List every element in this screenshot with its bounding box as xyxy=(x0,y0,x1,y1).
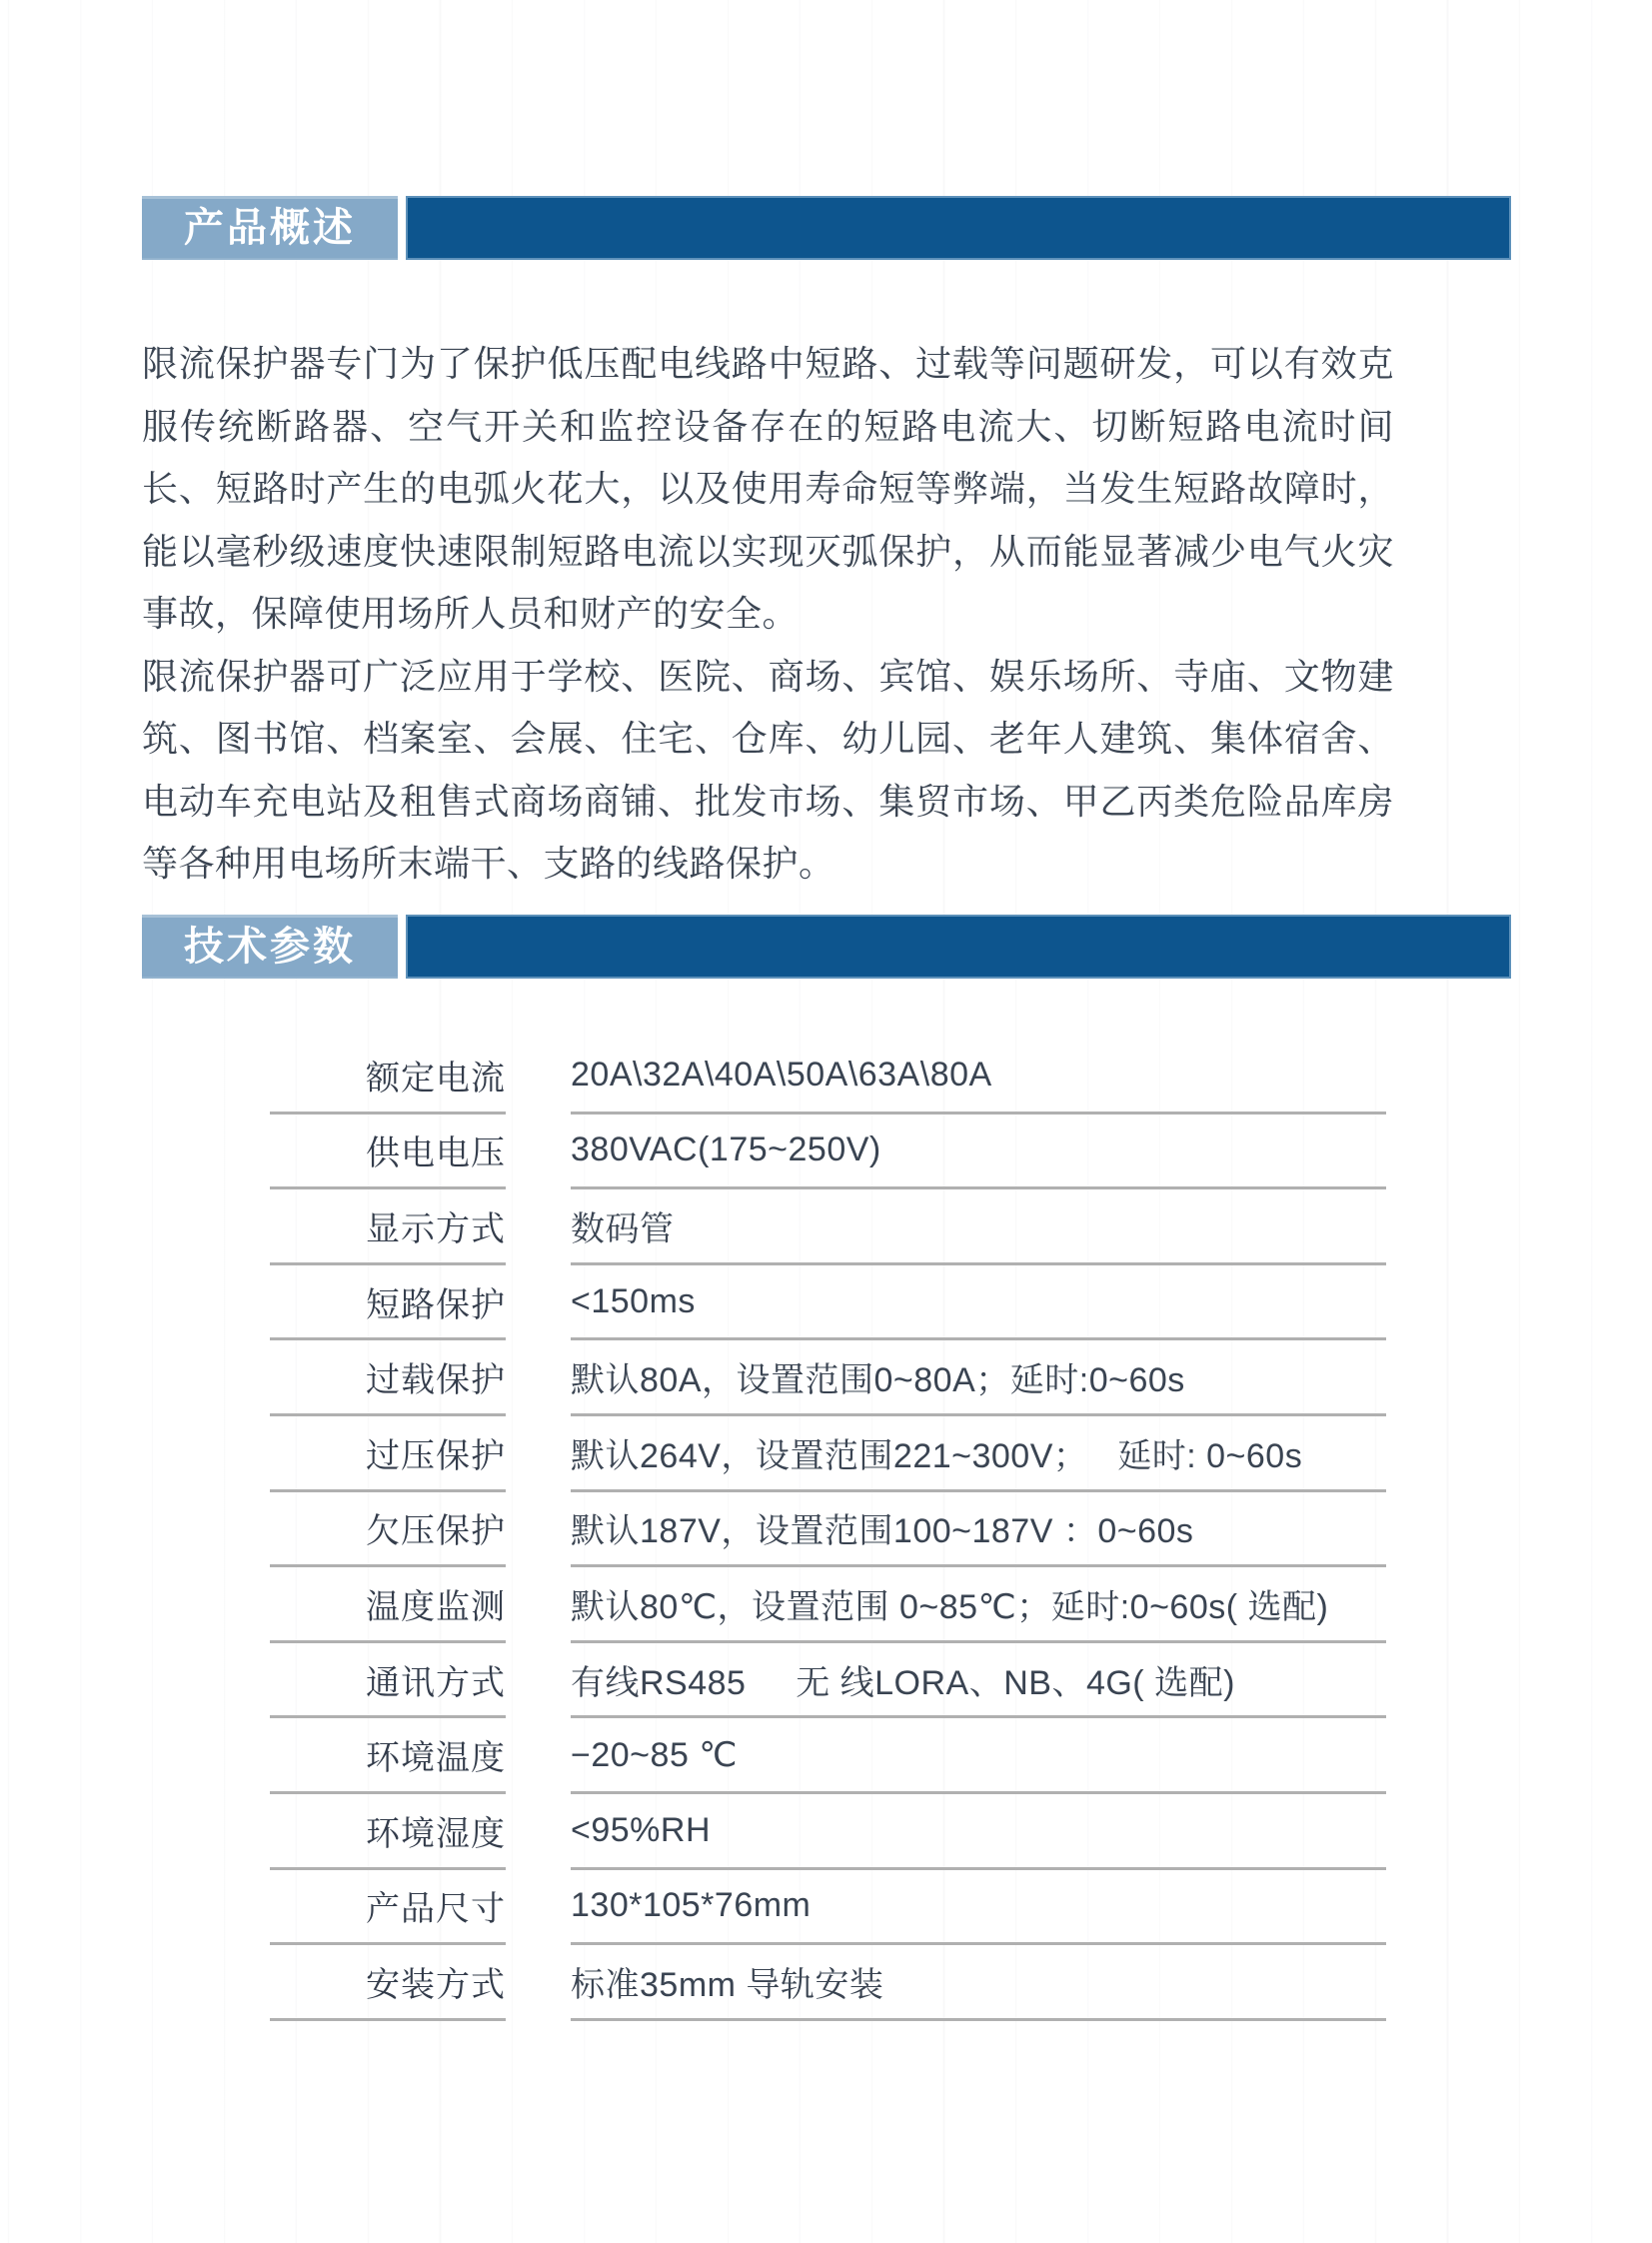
spec-value: <95%RH xyxy=(571,1794,1386,1870)
overview-title: 产品概述 xyxy=(184,206,356,250)
column-gap xyxy=(506,1340,571,1416)
specs-title-bar xyxy=(406,915,1511,979)
spec-label: 环境湿度 xyxy=(270,1794,506,1870)
spec-value: 130*105*76mm xyxy=(571,1870,1386,1946)
overview-title-tab xyxy=(142,196,398,260)
spec-label: 额定电流 xyxy=(270,1039,506,1115)
table-row xyxy=(270,1794,1386,1870)
table-row xyxy=(270,1039,1386,1115)
table-row xyxy=(270,1416,1386,1492)
spec-value: <150ms xyxy=(571,1265,1386,1341)
spec-label: 欠压保护 xyxy=(270,1492,506,1568)
table-row xyxy=(270,1870,1386,1946)
spec-label: 短路保护 xyxy=(270,1265,506,1341)
spec-value: 数码管 xyxy=(571,1189,1386,1265)
column-gap xyxy=(506,1945,571,2021)
table-row xyxy=(270,1115,1386,1190)
spec-label: 通讯方式 xyxy=(270,1643,506,1719)
table-row xyxy=(270,1492,1386,1568)
spec-value: −20~85 ℃ xyxy=(571,1718,1386,1794)
spec-value: 20A\32A\40A\50A\63A\80A xyxy=(571,1039,1386,1115)
column-gap xyxy=(506,1115,571,1190)
specs-title: 技术参数 xyxy=(184,925,356,969)
column-gap xyxy=(506,1643,571,1719)
table-row xyxy=(270,1265,1386,1341)
spec-label: 安装方式 xyxy=(270,1945,506,2021)
column-gap xyxy=(506,1870,571,1946)
table-row xyxy=(270,1567,1386,1643)
spec-value: 默认80A，设置范围0~80A；延时:0~60s xyxy=(571,1340,1386,1416)
overview-paragraph-2: 限流保护器可广泛应用于学校、医院、商场、宾馆、娱乐场所、寺庙、文物建筑、图书馆、档案室、会展、住宅、仓库、幼儿园、老年人建筑、集体宿舍、电动车充电站及租售式商场商铺、批发市场、集贸市场、甲乙丙类危险品库房等各种用电场所末端干、支路的线路保护。 xyxy=(142,655,1394,884)
overview-paragraphs xyxy=(142,333,1394,896)
column-gap xyxy=(506,1416,571,1492)
spec-table xyxy=(270,1039,1386,2021)
column-gap xyxy=(506,1718,571,1794)
spec-value: 默认187V，设置范围100~187V ：0~60s xyxy=(571,1492,1386,1568)
spec-label: 供电电压 xyxy=(270,1115,506,1190)
table-row xyxy=(270,1718,1386,1794)
column-gap xyxy=(506,1567,571,1643)
column-gap xyxy=(506,1794,571,1870)
column-gap xyxy=(506,1265,571,1341)
spec-label: 过压保护 xyxy=(270,1416,506,1492)
spec-value: 标准35mm 导轨安装 xyxy=(571,1945,1386,2021)
spec-value: 默认264V，设置范围221~300V； 延时: 0~60s xyxy=(571,1416,1386,1492)
specs-title-tab xyxy=(142,915,398,979)
specs-section-header xyxy=(142,915,1511,979)
column-gap xyxy=(506,1189,571,1265)
table-row xyxy=(270,1189,1386,1265)
table-row xyxy=(270,1340,1386,1416)
column-gap xyxy=(506,1039,571,1115)
spec-label: 过载保护 xyxy=(270,1340,506,1416)
spec-value: 默认80℃，设置范围 0~85℃；延时:0~60s( 选配) xyxy=(571,1567,1386,1643)
spec-value: 有线RS485 无 线LORA、NB、4G( 选配) xyxy=(571,1643,1386,1719)
table-row xyxy=(270,1945,1386,2021)
table-row xyxy=(270,1643,1386,1719)
overview-section-header xyxy=(142,196,1511,260)
overview-title-bar xyxy=(406,196,1511,260)
spec-label: 显示方式 xyxy=(270,1189,506,1265)
spec-value: 380VAC(175~250V) xyxy=(571,1115,1386,1190)
overview-paragraph-1: 限流保护器专门为了保护低压配电线路中短路、过载等问题研发，可以有效克服传统断路器、空气开关和监控设备存在的短路电流大、切断短路电流时间长、短路时产生的电弧火花大，以及使用寿命短等弊端，当发生短路故障时，能以毫秒级速度快速限制短路电流以实现灭弧保护，从而能显著减少电气火灾事故，保障使用场所人员和财产的安全。 xyxy=(142,343,1394,634)
spec-label: 温度监测 xyxy=(270,1567,506,1643)
spec-label: 环境温度 xyxy=(270,1718,506,1794)
spec-label: 产品尺寸 xyxy=(270,1870,506,1946)
column-gap xyxy=(506,1492,571,1568)
